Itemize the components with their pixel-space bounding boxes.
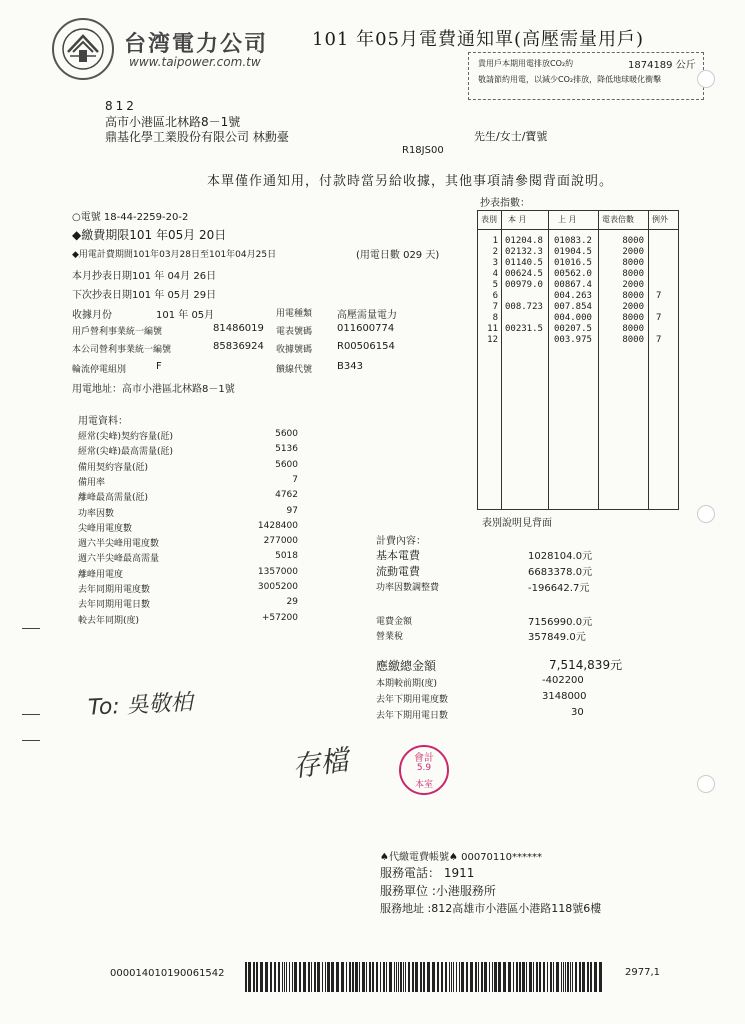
last-days-label: 去年下期用電日數 bbox=[376, 711, 449, 721]
due-date: ◆繳費期限101 年05月 20日 bbox=[72, 228, 227, 242]
readings-cell: 2 bbox=[492, 247, 498, 257]
service-phone: 服務電話： 1911 bbox=[380, 866, 475, 880]
amount-value: 7156990.0元 bbox=[528, 617, 593, 628]
barcode-bar bbox=[248, 962, 251, 992]
user-id: 81486019 bbox=[213, 323, 264, 334]
outage-label: 輪流停電組別 bbox=[72, 365, 127, 375]
barcode-bar bbox=[553, 962, 554, 992]
page-title: 101 年05月電費通知單(高壓需量用戶) bbox=[312, 29, 645, 50]
barcode-bar bbox=[456, 962, 457, 992]
approval-stamp bbox=[399, 745, 449, 795]
readings-header-cell: 電表倍數 bbox=[602, 215, 634, 224]
barcode-bar bbox=[503, 962, 506, 992]
handwritten-signature: 存檔 bbox=[290, 743, 351, 784]
barcode-bar bbox=[289, 962, 290, 992]
readings-cell: 00562.0 bbox=[554, 269, 592, 279]
barcode-bar bbox=[294, 962, 297, 992]
outage-group: F bbox=[156, 361, 162, 372]
readings-cell: 3 bbox=[492, 258, 498, 268]
barcode-bar bbox=[547, 962, 548, 992]
readings-cell: 00979.0 bbox=[505, 280, 543, 290]
readings-note: 表別說明見背面 bbox=[482, 518, 552, 529]
margin-mark bbox=[22, 714, 40, 715]
last-kwh-value: 3148000 bbox=[542, 691, 587, 702]
barcode-bar bbox=[346, 962, 347, 992]
barcode-bar bbox=[539, 962, 541, 992]
usage-value: 1428400 bbox=[257, 520, 298, 531]
service-unit: 服務單位 :小港服務所 bbox=[380, 884, 496, 898]
brand-url: www.taipower.com.tw bbox=[129, 55, 261, 69]
readings-cell: 8000 bbox=[622, 258, 644, 268]
meter-number: 011600774 bbox=[337, 323, 395, 334]
barcode-bar bbox=[481, 962, 483, 992]
barcode-bar bbox=[420, 962, 422, 992]
readings-cell: 00231.5 bbox=[505, 324, 543, 334]
mail-address: 高市小港區北林路8－1號 bbox=[105, 115, 241, 129]
usage-value: 5600 bbox=[275, 429, 298, 439]
stamp-bottom: 本室 bbox=[414, 780, 433, 790]
barcode-bar bbox=[484, 962, 487, 992]
column-divider bbox=[648, 211, 649, 509]
barcode-bar bbox=[498, 962, 501, 992]
barcode-bar bbox=[449, 962, 450, 992]
readings-cell: 2000 bbox=[622, 302, 644, 312]
barcode-bar bbox=[265, 962, 268, 992]
usage-value: +57200 bbox=[261, 612, 298, 623]
barcode bbox=[245, 962, 605, 992]
usage-label: 離峰最高需量(瓩) bbox=[78, 493, 149, 504]
readings-cell: 8000 bbox=[622, 313, 644, 323]
barcode-bar bbox=[314, 962, 316, 992]
usage-value: 3005200 bbox=[257, 582, 298, 592]
co2-notice-text-2: 敬請節約用電，以減少CO₂排放，降低地球暖化衝擊 bbox=[478, 75, 662, 84]
barcode-bar bbox=[459, 962, 460, 992]
barcode-bar bbox=[470, 962, 473, 992]
barcode-bar bbox=[394, 962, 395, 992]
tax-value: 357849.0元 bbox=[528, 632, 586, 643]
readings-cell: 004.263 bbox=[554, 291, 592, 301]
readings-header-cell: 表別 bbox=[481, 215, 497, 224]
barcode-bar bbox=[372, 962, 374, 992]
readings-header-cell: 例外 bbox=[652, 215, 668, 224]
readings-cell: 007.854 bbox=[554, 302, 592, 312]
barcode-bar bbox=[366, 962, 367, 992]
barcode-bar bbox=[567, 962, 569, 992]
billing-period: ◆用電計費期間101年03月28日至101年04月25日 bbox=[72, 250, 277, 260]
barcode-bar bbox=[317, 962, 320, 992]
total-amount: 7,514,839元 bbox=[549, 658, 623, 672]
amount-label: 電費金額 bbox=[376, 617, 413, 627]
usage-label: 功率因數 bbox=[78, 508, 115, 519]
barcode-bar bbox=[362, 962, 365, 992]
barcode-bar bbox=[341, 962, 344, 992]
barcode-bar bbox=[594, 962, 597, 992]
barcode-bar bbox=[256, 962, 258, 992]
barcode-bar bbox=[278, 962, 280, 992]
site-address: 用電地址：高市小港區北林路8－1號 bbox=[72, 384, 235, 395]
feeder-label: 饋線代號 bbox=[276, 365, 313, 375]
barcode-bar bbox=[292, 962, 293, 992]
stamp-middle: 5.9 bbox=[416, 763, 432, 773]
handwritten-recipient: To: 吳敬柏 bbox=[87, 690, 194, 721]
category-label: 用電種類 bbox=[276, 309, 313, 319]
usage-value: 97 bbox=[286, 505, 298, 516]
barcode-bar bbox=[331, 962, 334, 992]
next-read-date: 下次抄表日期101 年 05月 29日 bbox=[72, 290, 217, 301]
readings-cell: 004.000 bbox=[554, 313, 592, 323]
barcode-bar bbox=[355, 962, 358, 992]
feeder-code: B343 bbox=[337, 361, 363, 372]
barcode-bar bbox=[587, 962, 589, 992]
barcode-bar bbox=[579, 962, 581, 992]
usage-value: 277000 bbox=[263, 536, 298, 547]
barcode-bar bbox=[376, 962, 378, 992]
punch-hole bbox=[697, 775, 715, 793]
readings-header-cell: 本 月 bbox=[508, 215, 527, 224]
usage-label: 經常(尖峰)最高需量(瓩) bbox=[78, 447, 174, 458]
readings-cell: 01204.8 bbox=[505, 236, 543, 246]
barcode-bar bbox=[400, 962, 402, 992]
postal-code: 812 bbox=[105, 99, 137, 113]
barcode-bar bbox=[570, 962, 571, 992]
barcode-bar bbox=[461, 962, 464, 992]
readings-cell: 00624.5 bbox=[505, 269, 543, 279]
margin-mark bbox=[22, 628, 40, 629]
page-code: 2977,1 bbox=[625, 967, 660, 978]
usage-value: 5600 bbox=[275, 459, 298, 470]
readings-cell: 7 bbox=[656, 335, 662, 345]
readings-cell: 01904.5 bbox=[554, 247, 592, 257]
readings-table bbox=[477, 210, 679, 510]
usage-label: 備用契約容量(瓩) bbox=[78, 462, 149, 473]
barcode-bar bbox=[396, 962, 397, 992]
usage-label: 去年同期用電日數 bbox=[78, 600, 151, 611]
barcode-bar bbox=[245, 962, 247, 992]
barcode-bar bbox=[274, 962, 276, 992]
usage-label: 經常(尖峰)契約容量(瓩) bbox=[78, 432, 174, 442]
column-divider bbox=[548, 211, 549, 509]
route-code: R18JS00 bbox=[402, 145, 444, 156]
barcode-bar bbox=[412, 962, 414, 992]
readings-cell: 003.975 bbox=[554, 335, 592, 345]
usage-value: 5136 bbox=[275, 444, 298, 455]
receipt-month-label: 收據月份 bbox=[72, 310, 112, 321]
margin-mark bbox=[22, 740, 40, 741]
co2-notice-value: 1874189 公斤 bbox=[628, 60, 696, 71]
barcode-bar bbox=[529, 962, 532, 992]
diff-label: 本期較前期(度) bbox=[376, 679, 438, 689]
barcode-bar bbox=[561, 962, 562, 992]
readings-cell: 02132.3 bbox=[505, 247, 543, 257]
barcode-bar bbox=[327, 962, 330, 992]
barcode-bar bbox=[478, 962, 479, 992]
readings-cell: 6 bbox=[492, 291, 498, 301]
receipt-month: 101 年 05月 bbox=[156, 310, 215, 321]
readings-cell: 7 bbox=[656, 291, 662, 301]
barcode-number: 000014010190061542 bbox=[110, 968, 225, 979]
brand-name: 台湾電力公司 bbox=[124, 31, 269, 57]
punch-hole bbox=[697, 70, 715, 88]
charges-heading: 計費內容： bbox=[376, 536, 426, 547]
column-divider bbox=[501, 211, 502, 509]
readings-heading: 抄表指數： bbox=[480, 198, 530, 209]
barcode-bar bbox=[582, 962, 585, 992]
barcode-bar bbox=[563, 962, 564, 992]
barcode-bar bbox=[453, 962, 454, 992]
barcode-bar bbox=[423, 962, 425, 992]
notice-text: 本單僅作通知用，付款時當另給收據，其他事項請參閱背面說明。 bbox=[207, 174, 614, 189]
total-label: 應繳總金額 bbox=[376, 659, 437, 673]
readings-header-cell: 上 月 bbox=[558, 215, 577, 224]
barcode-bar bbox=[489, 962, 490, 992]
punch-hole bbox=[697, 505, 715, 523]
barcode-bar bbox=[415, 962, 418, 992]
barcode-bar bbox=[427, 962, 430, 992]
barcode-bar bbox=[352, 962, 354, 992]
barcode-bar bbox=[599, 962, 602, 992]
barcode-bar bbox=[270, 962, 272, 992]
barcode-bar bbox=[575, 962, 577, 992]
barcode-bar bbox=[403, 962, 404, 992]
flow-fee-label: 流動電費 bbox=[376, 565, 420, 578]
company-id: 85836924 bbox=[213, 341, 264, 352]
readings-cell: 7 bbox=[656, 313, 662, 323]
readings-cell: 008.723 bbox=[505, 302, 543, 312]
this-read-date: 本月抄表日期101 年 04月 26日 bbox=[72, 271, 217, 282]
barcode-bar bbox=[590, 962, 592, 992]
taipower-logo-icon bbox=[60, 26, 106, 72]
barcode-bar bbox=[349, 962, 351, 992]
barcode-bar bbox=[336, 962, 339, 992]
barcode-bar bbox=[475, 962, 477, 992]
readings-cell: 11 bbox=[487, 324, 498, 334]
barcode-bar bbox=[359, 962, 360, 992]
readings-cell: 12 bbox=[487, 335, 498, 345]
barcode-bar bbox=[437, 962, 439, 992]
co2-notice-text: 貴用戶本期用電排放CO₂約 bbox=[478, 59, 574, 68]
barcode-bar bbox=[494, 962, 497, 992]
usage-label: 去年同期用電度數 bbox=[78, 585, 151, 595]
usage-label: 週六半尖峰最高需量 bbox=[78, 554, 160, 565]
pf-fee: -196642.7元 bbox=[528, 583, 590, 594]
usage-value: 5018 bbox=[275, 551, 298, 562]
barcode-bar bbox=[369, 962, 371, 992]
barcode-bar bbox=[441, 962, 443, 992]
barcode-bar bbox=[522, 962, 525, 992]
barcode-bar bbox=[516, 962, 518, 992]
barcode-bar bbox=[308, 962, 310, 992]
last-kwh-label: 去年下期用電度數 bbox=[376, 695, 449, 705]
usage-heading: 用電資料： bbox=[78, 416, 128, 427]
readings-cell: 00207.5 bbox=[554, 324, 592, 334]
barcode-bar bbox=[299, 962, 301, 992]
last-days-value: 30 bbox=[571, 707, 584, 718]
company-id-label: 本公司營利事業統一編號 bbox=[72, 345, 172, 355]
barcode-bar bbox=[380, 962, 381, 992]
barcode-bar bbox=[550, 962, 552, 992]
basic-fee-label: 基本電費 bbox=[376, 549, 420, 562]
barcode-bar bbox=[508, 962, 511, 992]
barcode-bar bbox=[284, 962, 285, 992]
barcode-bar bbox=[536, 962, 538, 992]
taipower-logo bbox=[52, 18, 114, 80]
readings-cell: 8000 bbox=[622, 291, 644, 301]
basic-fee: 1028104.0元 bbox=[528, 551, 593, 562]
usage-label: 備用率 bbox=[78, 477, 106, 488]
barcode-bar bbox=[543, 962, 545, 992]
usage-label: 週六半尖峰用電度數 bbox=[78, 539, 160, 550]
barcode-bar bbox=[405, 962, 406, 992]
barcode-bar bbox=[519, 962, 521, 992]
billing-days: (用電日數 029 天) bbox=[356, 250, 440, 261]
barcode-bar bbox=[526, 962, 527, 992]
meter-label: 電表號碼 bbox=[276, 327, 313, 337]
readings-cell: 5 bbox=[492, 280, 498, 290]
readings-cell: 2000 bbox=[622, 247, 644, 257]
barcode-bar bbox=[533, 962, 534, 992]
usage-label: 離峰用電度 bbox=[78, 569, 124, 580]
barcode-bar bbox=[282, 962, 283, 992]
barcode-bar bbox=[389, 962, 392, 992]
readings-cell: 01016.5 bbox=[554, 258, 592, 268]
barcode-bar bbox=[492, 962, 493, 992]
barcode-bar bbox=[253, 962, 255, 992]
barcode-bar bbox=[386, 962, 387, 992]
barcode-bar bbox=[556, 962, 559, 992]
barcode-bar bbox=[325, 962, 326, 992]
usage-value: 7 bbox=[292, 474, 298, 485]
readings-cell: 4 bbox=[492, 269, 498, 279]
barcode-bar bbox=[466, 962, 468, 992]
barcode-bar bbox=[260, 962, 263, 992]
usage-value: 29 bbox=[286, 597, 298, 608]
usage-value: 4762 bbox=[275, 490, 298, 501]
pf-fee-label: 功率因數調整費 bbox=[376, 583, 440, 593]
barcode-bar bbox=[408, 962, 410, 992]
readings-cell: 8000 bbox=[622, 236, 644, 246]
readings-cell: 7 bbox=[492, 302, 498, 312]
usage-value: 1357000 bbox=[257, 566, 298, 577]
readings-cell: 01140.5 bbox=[505, 258, 543, 268]
readings-cell: 8 bbox=[492, 313, 498, 323]
usage-label: 較去年同期(度) bbox=[78, 615, 140, 626]
barcode-bar bbox=[286, 962, 287, 992]
diff-value: -402200 bbox=[542, 675, 584, 686]
salutation: 先生/女士/寶號 bbox=[474, 130, 548, 143]
barcode-bar bbox=[565, 962, 566, 992]
category-value: 高壓需量電力 bbox=[337, 310, 397, 321]
barcode-bar bbox=[572, 962, 573, 992]
receipt-number: R00506154 bbox=[337, 341, 395, 352]
barcode-bar bbox=[311, 962, 312, 992]
usage-label: 尖峰用電度數 bbox=[78, 523, 133, 534]
barcode-bar bbox=[322, 962, 323, 992]
receipt-label: 收據號碼 bbox=[276, 345, 313, 355]
user-id-label: 用戶營利事業統一編號 bbox=[72, 327, 163, 337]
tax-label: 營業稅 bbox=[376, 632, 404, 642]
auto-pay-account: ♠代繳電費帳號♠ 00070110****** bbox=[380, 852, 543, 863]
barcode-bar bbox=[383, 962, 385, 992]
readings-cell: 8000 bbox=[622, 324, 644, 334]
barcode-bar bbox=[303, 962, 306, 992]
barcode-bar bbox=[432, 962, 435, 992]
service-address: 服務地址 :812高雄市小港區小港路118號6樓 bbox=[380, 902, 602, 915]
barcode-bar bbox=[451, 962, 452, 992]
customer-name: 鼎基化學工業股份有限公司 林勳臺 bbox=[105, 130, 289, 144]
flow-fee: 6683378.0元 bbox=[528, 567, 593, 578]
stamp-top: 會計 bbox=[414, 753, 434, 764]
readings-cell: 1 bbox=[492, 236, 498, 246]
electric-number: ○電號 18-44-2259-20-2 bbox=[72, 212, 189, 223]
readings-cell: 2000 bbox=[622, 280, 644, 290]
barcode-bar bbox=[398, 962, 399, 992]
barcode-bar bbox=[445, 962, 447, 992]
readings-cell: 8000 bbox=[622, 335, 644, 345]
barcode-bar bbox=[513, 962, 514, 992]
readings-cell: 8000 bbox=[622, 269, 644, 279]
readings-cell: 00867.4 bbox=[554, 280, 592, 290]
readings-cell: 01083.2 bbox=[554, 236, 592, 246]
